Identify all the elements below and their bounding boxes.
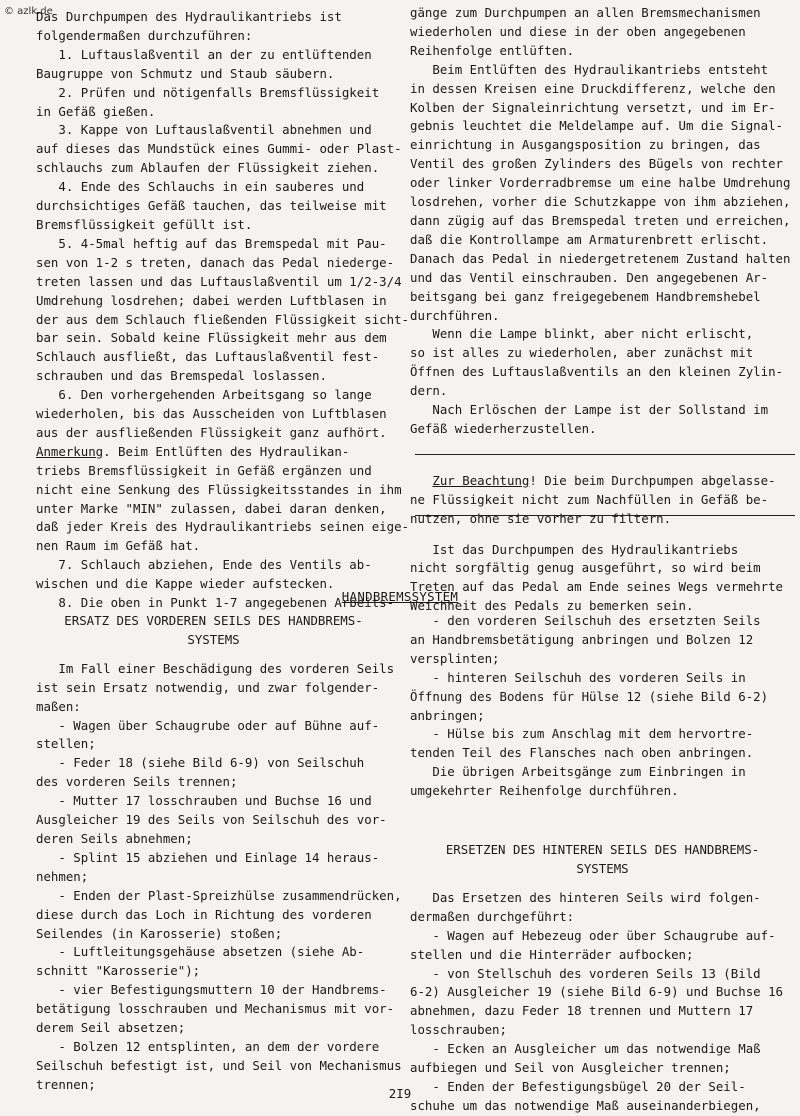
text-line: SYSTEMS <box>187 631 240 647</box>
text-line: Ist das Durchpumpen des Hydraulikantriebs <box>410 541 739 557</box>
text-line: - von Stellschuh des vorderen Seils 13 (Bild <box>410 965 761 981</box>
text-line: in dessen Kreisen eine Druckdifferenz, welche den <box>410 80 776 96</box>
text-line: aufbiegen und Seil von Ausgleicher trennen; <box>410 1060 731 1076</box>
text-line: 4. Ende des Schlauchs in ein sauberes und <box>36 179 365 195</box>
text-line: schuhe um das notwendige Maß auseinanderbiegen, <box>410 1097 761 1113</box>
text-line: bar sein. Sobald keine Flüssigkeit mehr aus dem <box>36 330 387 346</box>
text-line: Danach das Pedal in niedergetretenem Zustand halten <box>410 250 791 266</box>
text-line: - Wagen über Schaugrube oder auf Bühne auf- <box>36 717 380 733</box>
text-line: losschrauben; <box>410 1022 507 1038</box>
text-line: so ist alles zu wiederholen, aber zunächst mit <box>410 345 754 361</box>
text-line: - hinteren Seilschuh des vorderen Seils in <box>410 669 746 685</box>
text-line: Im Fall einer Beschädigung des vorderen Seils <box>36 660 395 676</box>
watermark: © azlk.de <box>4 6 53 17</box>
text-line: tenden Teil des Flansches nach oben anbringen. <box>410 745 754 761</box>
text-line: - Luftleitungsgehäuse absetzen (siehe Ab- <box>36 944 365 960</box>
text-line: in Gefäß gießen. <box>36 103 156 119</box>
text-line: - vier Befestigungsmuttern 10 der Handbrems- <box>36 982 387 998</box>
text-line: losdrehen, vorher die Schutzkappe von ihm abziehen, <box>410 194 791 210</box>
text-line: schnitt "Karosserie"); <box>36 963 201 979</box>
text-line: - Enden der Plast-Spreizhülse zusammendrücken, <box>36 887 402 903</box>
text-line: nicht eine Senkung des Flüssigkeitsstandes in ihm <box>36 481 402 497</box>
text-line: ERSATZ DES VORDEREN SEILS DES HANDBREMS- <box>64 613 363 628</box>
text-line: derem Seil absetzen; <box>36 1020 186 1036</box>
text-line: 8. Die oben in Punkt 1-7 angegebenen Arbeits- <box>36 595 395 611</box>
text-line: dann zügig auf das Bremspedal treten und erreichen, <box>410 212 791 228</box>
text-line: SYSTEMS <box>576 860 629 876</box>
bottom-left-heading <box>36 612 391 650</box>
text-line: Reihenfolge entlüften. <box>410 42 575 58</box>
text-line: des vorderen Seils trennen; <box>36 774 238 790</box>
text-line: Bremsflüssigkeit gefüllt ist. <box>36 216 253 232</box>
text-line: - Mutter 17 losschrauben und Buchse 16 und <box>36 793 372 809</box>
text-line: 7. Schlauch abziehen, Ende des Ventils ab- <box>36 557 372 573</box>
bottom-right-column <box>410 612 795 1116</box>
top-right-text <box>410 4 795 439</box>
text-line: Öffnung des Bodens für Hülse 12 (siehe Bild 6-2) <box>410 688 769 704</box>
text-line: gebnis leuchtet die Meldelampe auf. Um die Signal- <box>410 118 783 134</box>
text-line: trennen; <box>36 1076 96 1092</box>
text-line: ist sein Ersatz notwendig, und zwar folgender- <box>36 679 380 695</box>
text-line: durchführen. <box>410 307 500 323</box>
text-line: treten lassen und das Luftauslaßventil um 1/2-3/4 <box>36 273 402 289</box>
text-line: maßen: <box>36 698 81 714</box>
text-line: Weichheit des Pedals zu bemerken sein. <box>410 598 694 614</box>
text-line: nutzen, ohne sie vorher zu filtern. <box>410 510 672 526</box>
text-line: versplinten; <box>410 650 500 666</box>
text-line: - Wagen auf Hebezeug oder über Schaugrube auf- <box>410 927 776 943</box>
top-right-column <box>410 4 795 616</box>
text-line: folgendermaßen durchzuführen: <box>36 27 253 43</box>
text-line: Wenn die Lampe blinkt, aber nicht erlischt, <box>410 326 754 342</box>
text-line: schrauben und das Bremspedal loslassen. <box>36 368 327 384</box>
text-line: Das Ersetzen des hinteren Seils wird folgen- <box>410 889 761 905</box>
text-line: nehmen; <box>36 868 89 884</box>
text-line: - Hülse bis zum Anschlag mit dem hervortre- <box>410 726 754 742</box>
text-line: einrichtung in Ausgangsposition zu bringen, das <box>410 137 761 153</box>
section-title: HANDBREMSSYSTEM <box>341 589 459 604</box>
text-line: durchsichtiges Gefäß tauchen, das teilweise mit <box>36 198 387 214</box>
text-line: Gefäß wiederherzustellen. <box>410 420 597 436</box>
text-line: nicht sorgfältig genug ausgeführt, so wird beim <box>410 560 761 576</box>
note-first-line: Anmerkung. Beim Entlüften des Hydraulikan- <box>36 443 350 459</box>
text-line: aus der ausfließenden Flüssigkeit ganz aufhört. <box>36 424 387 440</box>
text-line: - Feder 18 (siehe Bild 6-9) von Seilschuh <box>36 755 365 771</box>
page-number: 2I9 <box>388 1086 412 1101</box>
text-line: abnehmen, dazu Feder 18 trennen und Muttern 17 <box>410 1003 754 1019</box>
bottom-left-text <box>36 660 402 1095</box>
text-line: wiederholen, bis das Ausscheiden von Luftblasen <box>36 406 387 422</box>
text-line: ne Flüssigkeit nicht zum Nachfüllen in Gefäß be- <box>410 491 769 507</box>
text-line: - Bolzen 12 entsplinten, an dem der vordere <box>36 1038 380 1054</box>
text-line: schlauchs zum Ablaufen der Flüssigkeit ziehen. <box>36 160 380 176</box>
text-line: Beim Entlüften des Hydraulikantriebs entsteht <box>410 61 769 77</box>
text-line: Umdrehung losdrehen; dabei werden Luftblasen in <box>36 292 387 308</box>
after-caution-text <box>410 541 795 617</box>
text-line: oder linker Vorderradbremse um eine halbe Umdrehung <box>410 175 791 191</box>
text-line: Kolben der Signaleinrichtung versetzt, und im Er- <box>410 99 776 115</box>
text-line: stellen und die Hinterräder aufbocken; <box>410 946 694 962</box>
text-line: wischen und die Kappe wieder aufstecken. <box>36 576 335 592</box>
text-line: Die übrigen Arbeitsgänge zum Einbringen in <box>410 764 746 780</box>
text-line: unter Marke "MIN" zulassen, dabei daran denken, <box>36 500 387 516</box>
text-line: Ausgleicher 19 des Seils von Seilschuh des vor- <box>36 812 387 828</box>
text-line: Nach Erlöschen der Lampe ist der Sollstand im <box>410 402 769 418</box>
text-line: umgekehrter Reihenfolge durchführen. <box>410 783 679 799</box>
text-line: der aus dem Schlauch fließenden Flüssigkeit sicht- <box>36 311 409 327</box>
text-line: daß die Kontrollampe am Armaturenbrett erlischt. <box>410 231 769 247</box>
text-line: Schlauch ausfließt, das Luftauslaßventil fest- <box>36 349 380 365</box>
text-line: Seilschuh befestigt ist, und Seil von Mechanismus <box>36 1057 402 1073</box>
top-left-text <box>36 8 409 443</box>
note-label: Anmerkung <box>36 443 104 459</box>
caution-rule-bottom <box>415 515 795 516</box>
text-line: und das Ventil einschrauben. Den angegebenen Ar- <box>410 269 769 285</box>
bottom-right-top-text <box>410 612 795 801</box>
text-line: 6-2) Ausgleicher 19 (siehe Bild 6-9) und Buchse 16 <box>410 984 783 1000</box>
text-line: diese durch das Loch in Richtung des vorderen <box>36 906 372 922</box>
text-line: - Splint 15 abziehen und Einlage 14 heraus- <box>36 849 380 865</box>
text-line: Baugruppe von Schmutz und Staub säubern. <box>36 65 335 81</box>
text-line: nen Raum im Gefäß hat. <box>36 538 201 554</box>
caution-first-line: Zur Beachtung! Die beim Durchpumpen abgelasse- <box>432 472 776 488</box>
text-line: wiederholen und diese in der oben angegebenen <box>410 23 746 39</box>
caution-rule-top <box>415 454 795 455</box>
text-line: beitsgang bei ganz freigegebenem Handbremshebel <box>410 288 761 304</box>
text-line: anbringen; <box>410 707 485 723</box>
text-line: betätigung losschrauben und Mechanismus mit vor- <box>36 1001 395 1017</box>
text-line: Treten auf das Pedal am Ende seines Wegs vermehrte <box>410 579 783 595</box>
caution-text <box>410 491 795 529</box>
bottom-right-text <box>410 889 795 1116</box>
bottom-right-heading <box>410 841 795 879</box>
text-line: Ventil des großen Zylinders des Bügels von rechter <box>410 156 783 172</box>
text-line: daß jeder Kreis des Hydraulikantriebs seinen eige- <box>36 519 409 535</box>
text-line: stellen; <box>36 736 96 752</box>
text-line: - Ecken an Ausgleicher um das notwendige Maß <box>410 1041 761 1057</box>
text-line: dermaßen durchgeführt: <box>410 908 575 924</box>
text-line: an Handbremsbetätigung anbringen und Bolzen 12 <box>410 631 754 647</box>
text-line: sen von 1-2 s treten, danach das Pedal niederge- <box>36 254 395 270</box>
text-line: 1. Luftauslaßventil an der zu entlüftenden <box>36 46 372 62</box>
text-line: - Enden der Befestigungsbügel 20 der Seil- <box>410 1078 746 1094</box>
text-line: dern. <box>410 383 448 399</box>
text-line: 5. 4-5mal heftig auf das Bremspedal mit Pau- <box>36 235 387 251</box>
text-line: gänge zum Durchpumpen an allen Bremsmechanismen <box>410 5 761 20</box>
text-line: - den vorderen Seilschuh des ersetzten Seils <box>410 613 761 628</box>
text-line: Öffnen des Luftauslaßventils an den kleinen Zylin- <box>410 364 783 380</box>
text-line: 6. Den vorhergehenden Arbeitsgang so lange <box>36 387 372 403</box>
text-line: ERSETZEN DES HINTEREN SEILS DES HANDBREMS- <box>445 842 760 858</box>
text-line: 3. Kappe von Luftauslaßventil abnehmen und <box>36 122 372 138</box>
text-line: auf dieses das Mundstück eines Gummi- oder Plast- <box>36 141 402 157</box>
text-line: 2. Prüfen und nötigenfalls Bremsflüssigkeit <box>36 84 380 100</box>
bottom-left-column <box>36 612 402 1095</box>
text-line: deren Seils abnehmen; <box>36 830 193 846</box>
text-line: Das Durchpumpen des Hydraulikantriebs ist <box>36 9 342 24</box>
text-line: Seilendes (in Karosserie) stoßen; <box>36 925 283 941</box>
text-line: triebs Bremsflüssigkeit in Gefäß ergänzen und <box>36 462 372 478</box>
caution-label: Zur Beachtung <box>432 472 530 488</box>
